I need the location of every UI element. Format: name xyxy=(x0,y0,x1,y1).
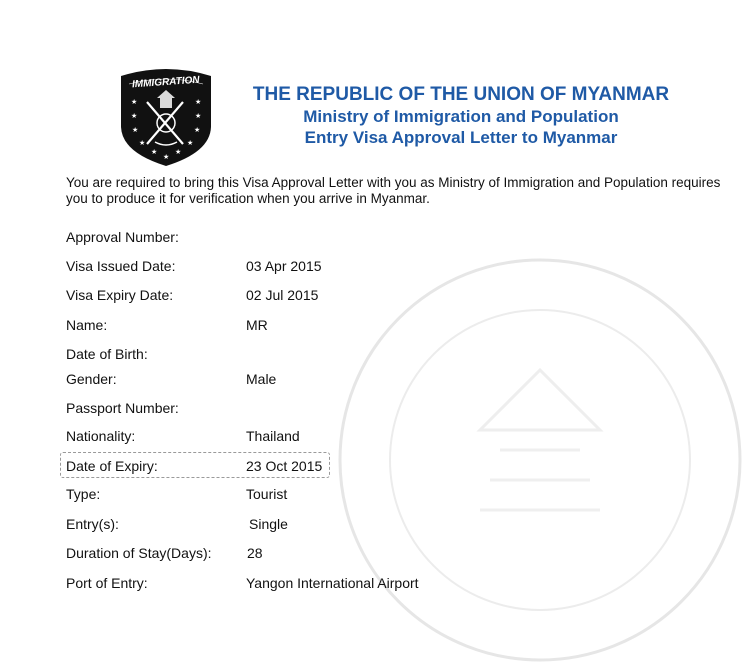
svg-text:★: ★ xyxy=(195,112,202,120)
field-label: Gender: xyxy=(66,371,117,387)
svg-text:IMMIGRATION: IMMIGRATION xyxy=(131,74,200,91)
field-label: Name: xyxy=(66,317,108,333)
field-value: Male xyxy=(246,371,277,387)
svg-text:★: ★ xyxy=(131,98,138,106)
svg-text:★: ★ xyxy=(139,139,146,147)
field-label: Passport Number: xyxy=(66,400,179,416)
letter-header xyxy=(226,84,696,148)
field-value: 23 Oct 2015 xyxy=(246,458,323,474)
field-label: Date of Birth: xyxy=(66,346,148,362)
field-value: Yangon International Airport xyxy=(246,575,419,591)
field-label: Date of Expiry: xyxy=(66,458,158,474)
immigration-emblem-icon xyxy=(115,68,217,168)
field-label: Visa Expiry Date: xyxy=(66,287,174,303)
field-label: Visa Issued Date: xyxy=(66,258,176,274)
svg-text:★: ★ xyxy=(175,148,182,156)
field-value: 28 xyxy=(247,545,263,561)
svg-text:★: ★ xyxy=(151,148,158,156)
field-label: Nationality: xyxy=(66,428,136,444)
field-value: 03 Apr 2015 xyxy=(246,258,322,274)
field-value: Single xyxy=(249,516,288,532)
svg-text:★: ★ xyxy=(131,112,138,120)
field-value: Tourist xyxy=(246,486,288,502)
ministry-title: Ministry of Immigration and Population xyxy=(303,107,619,126)
svg-text:★: ★ xyxy=(194,126,201,134)
svg-text:★: ★ xyxy=(132,126,139,134)
watermark-seal xyxy=(330,250,744,670)
field-value: MR xyxy=(246,317,268,333)
field-label: Port of Entry: xyxy=(66,575,148,591)
letter-title: Entry Visa Approval Letter to Myanmar xyxy=(304,128,618,147)
svg-text:★: ★ xyxy=(163,153,170,161)
field-label: Approval Number: xyxy=(66,229,179,245)
field-value: Thailand xyxy=(246,428,300,444)
field-label: Entry(s): xyxy=(66,516,119,532)
field-label: Type: xyxy=(66,486,101,502)
country-title: THE REPUBLIC OF THE UNION OF MYANMAR xyxy=(252,84,670,105)
svg-text:★: ★ xyxy=(195,98,202,106)
intro-paragraph: You are required to bring this Visa Approval Letter with you as Ministry of Immigration and Population requires you to produce it for verification when you arrive in Myanmar. xyxy=(66,175,721,206)
field-label: Duration of Stay(Days): xyxy=(66,545,212,561)
field-value: 02 Jul 2015 xyxy=(246,287,319,303)
svg-text:★: ★ xyxy=(187,139,194,147)
